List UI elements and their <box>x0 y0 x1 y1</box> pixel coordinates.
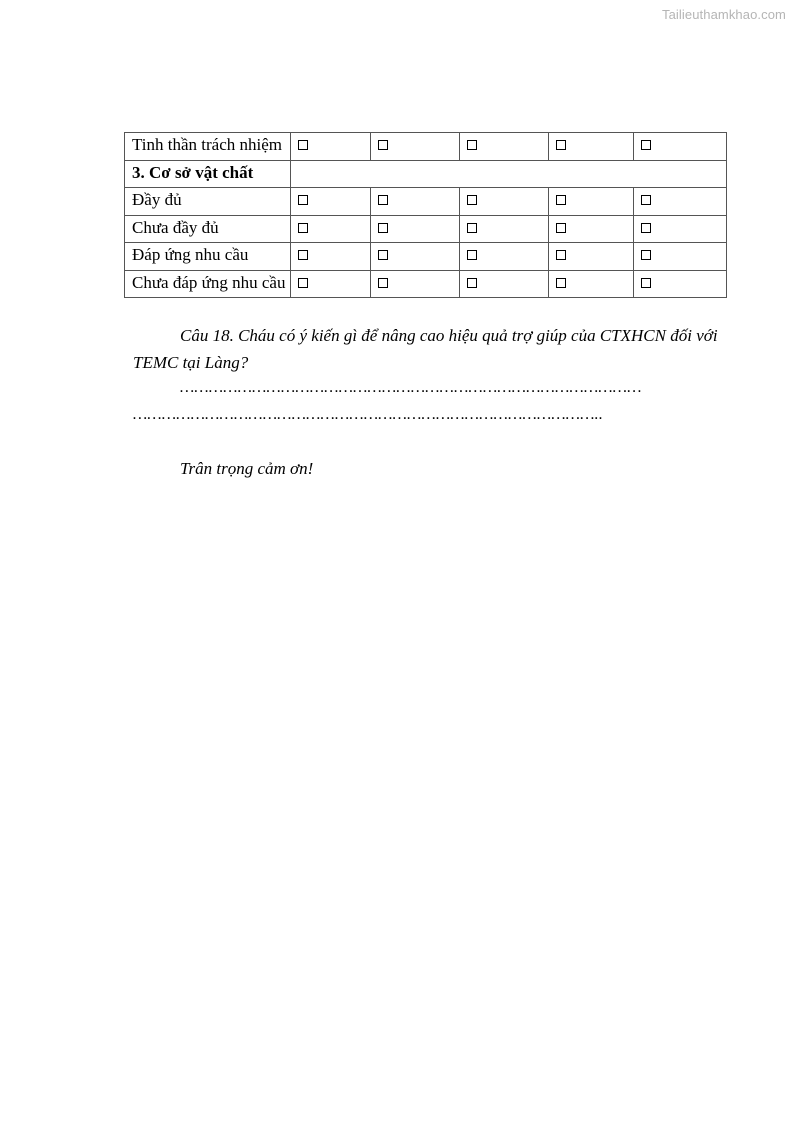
table-row <box>125 215 727 243</box>
table-row <box>125 188 727 216</box>
checkbox[interactable] <box>641 223 651 233</box>
answer-line-2[interactable]: …………………………………………………………………………………….. <box>133 406 604 423</box>
section-blank-cell <box>291 160 727 188</box>
answer-line-1[interactable]: …………………………………………………………………………………… <box>180 379 642 396</box>
checkbox[interactable] <box>467 223 477 233</box>
checkbox[interactable] <box>378 140 388 150</box>
checkbox[interactable] <box>556 278 566 288</box>
checkbox[interactable] <box>378 278 388 288</box>
row-label: Đáp ứng nhu cầu <box>125 243 291 271</box>
checkbox[interactable] <box>556 140 566 150</box>
checkbox[interactable] <box>467 250 477 260</box>
row-label: Đầy đủ <box>125 188 291 216</box>
checkbox[interactable] <box>298 195 308 205</box>
checkbox[interactable] <box>556 223 566 233</box>
checkbox[interactable] <box>467 195 477 205</box>
table-row <box>125 243 727 271</box>
row-label: Chưa đầy đủ <box>125 215 291 243</box>
checkbox[interactable] <box>641 278 651 288</box>
rating-table <box>124 132 727 298</box>
checkbox[interactable] <box>556 195 566 205</box>
table-section-row <box>125 160 727 188</box>
table-row <box>125 270 727 298</box>
row-label: Chưa đáp ứng nhu cầu <box>125 270 291 298</box>
checkbox[interactable] <box>467 278 477 288</box>
checkbox[interactable] <box>641 250 651 260</box>
checkbox[interactable] <box>298 250 308 260</box>
table-row <box>125 133 727 161</box>
checkbox[interactable] <box>467 140 477 150</box>
checkbox[interactable] <box>641 140 651 150</box>
checkbox[interactable] <box>298 278 308 288</box>
checkbox[interactable] <box>378 250 388 260</box>
row-label: Tinh thần trách nhiệm <box>125 133 291 161</box>
checkbox[interactable] <box>378 195 388 205</box>
checkbox[interactable] <box>378 223 388 233</box>
closing-text: Trân trọng cảm ơn! <box>180 459 314 478</box>
section-heading: 3. Cơ sở vật chất <box>125 160 291 188</box>
checkbox[interactable] <box>298 223 308 233</box>
checkbox[interactable] <box>556 250 566 260</box>
checkbox[interactable] <box>641 195 651 205</box>
watermark: Tailieuthamkhao.com <box>661 7 786 22</box>
question-18: Câu 18. Cháu có ý kiến gì để nâng cao hiệu quả trợ giúp của CTXHCN đối với TEMC tại Làng? <box>133 326 718 372</box>
checkbox[interactable] <box>298 140 308 150</box>
